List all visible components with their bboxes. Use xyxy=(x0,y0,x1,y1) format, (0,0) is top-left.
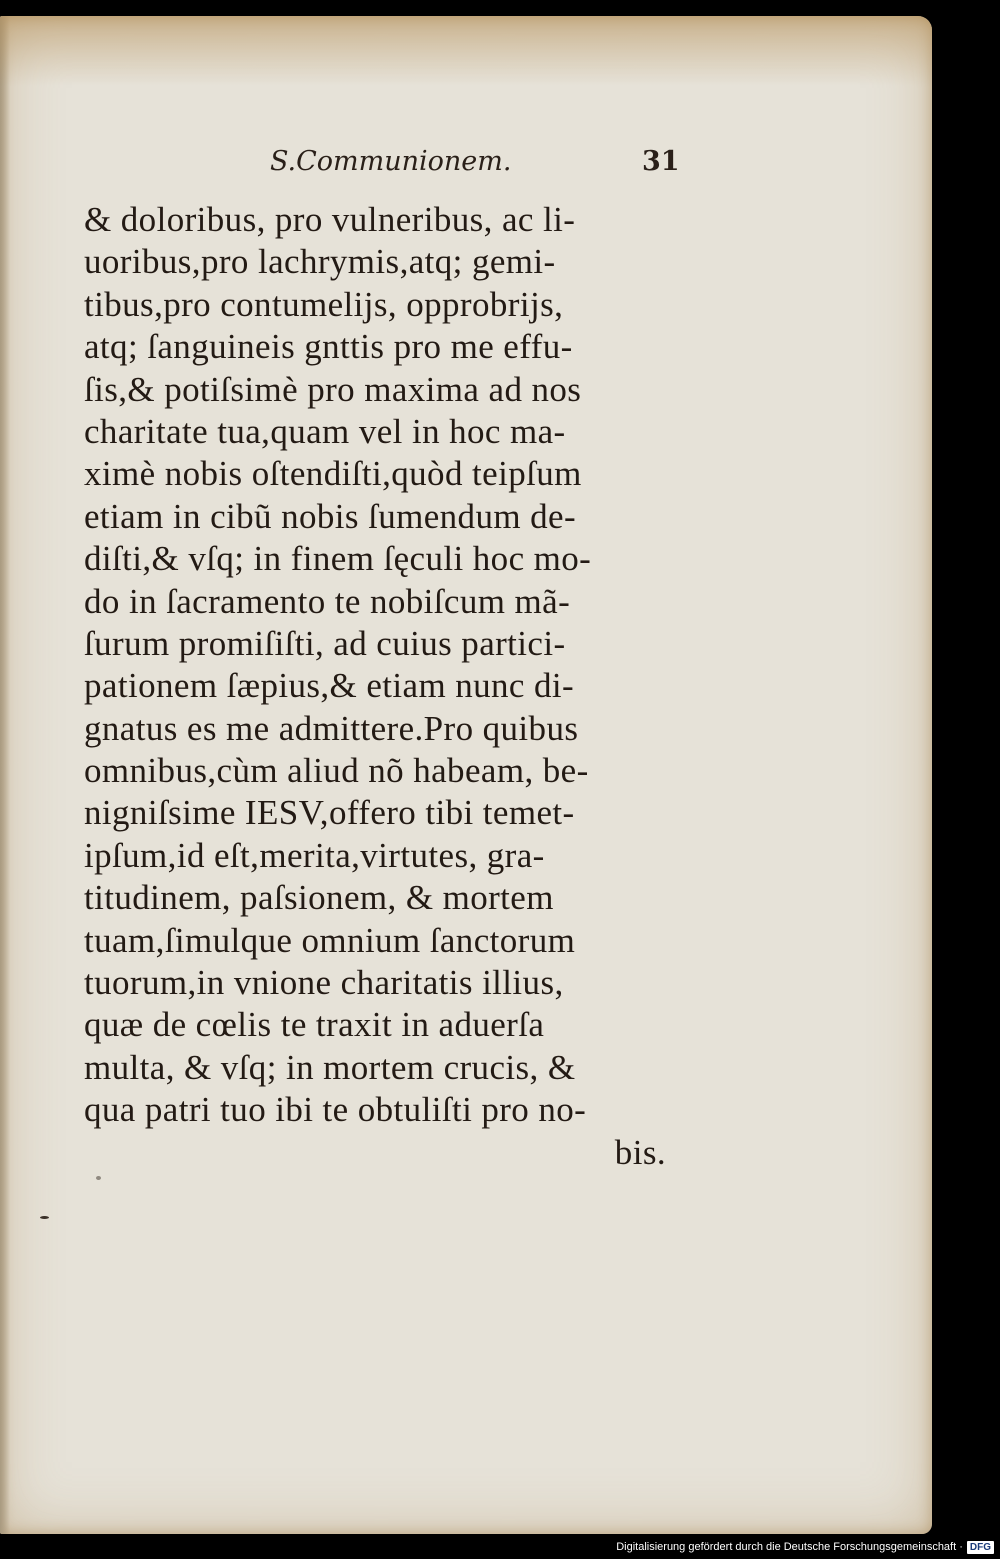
text-line: tuorum,in vnione charitatis illius, xyxy=(84,963,564,1003)
text-line: etiam in cibũ nobis ſumendum de- xyxy=(84,496,577,536)
text-block xyxy=(84,199,694,1174)
text-line: tibus,pro contumelijs, opprobrijs, xyxy=(84,284,564,324)
text-line: multa, & vſq; in mortem crucis, & xyxy=(84,1047,576,1087)
text-line: ximè nobis oſtendiſti,quòd teipſum xyxy=(84,454,582,494)
text-line: charitate tua,quam vel in hoc ma- xyxy=(84,411,566,451)
ink-speck xyxy=(96,1176,101,1180)
credit-text: Digitalisierung gefördert durch die Deutsche Forschungsgemeinschaft · xyxy=(616,1541,963,1553)
catchword: bis. xyxy=(614,1132,666,1172)
text-line: & doloribus, pro vulneribus, ac li- xyxy=(84,200,576,239)
dfg-logo-icon: DFG xyxy=(967,1541,994,1554)
text-line: do in ſacramento te nobiſcum mã- xyxy=(84,581,571,621)
running-head xyxy=(270,146,690,186)
text-line: qua patri tuo ibi te obtuliſti pro no- xyxy=(84,1090,587,1130)
running-title: S.Communionem. xyxy=(270,146,512,177)
text-line: atq; ſanguineis gnttis pro me effu- xyxy=(84,327,573,367)
ink-speck xyxy=(40,1216,49,1219)
text-line: gnatus es me admittere.Pro quibus xyxy=(84,708,579,748)
text-line: tuam,ſimulque omnium ſanctorum xyxy=(84,920,576,960)
text-line: pationem ſæpius,& etiam nunc di- xyxy=(84,666,575,706)
digitization-credit xyxy=(616,1539,994,1555)
text-line: omnibus,cùm aliud nõ habeam, be- xyxy=(84,751,589,791)
text-line: ipſum,id eſt,merita,virtutes, gra- xyxy=(84,835,545,875)
text-line: nigniſsime IESV,offero tibi temet- xyxy=(84,793,575,833)
text-line: ſurum promiſiſti, ad cuius partici- xyxy=(84,623,566,663)
text-line: quæ de cœlis te traxit in aduerſa xyxy=(84,1005,545,1045)
text-line: uoribus,pro lachrymis,atq; gemi- xyxy=(84,242,556,282)
text-line: titudinem, paſsionem, & mortem xyxy=(84,878,554,918)
page-number: 31 xyxy=(642,146,680,177)
text-line: diſti,& vſq; in finem ſęculi hoc mo- xyxy=(84,539,592,579)
text-line: ſis,& potiſsimè pro maxima ad nos xyxy=(84,369,582,409)
book-page xyxy=(0,16,932,1534)
